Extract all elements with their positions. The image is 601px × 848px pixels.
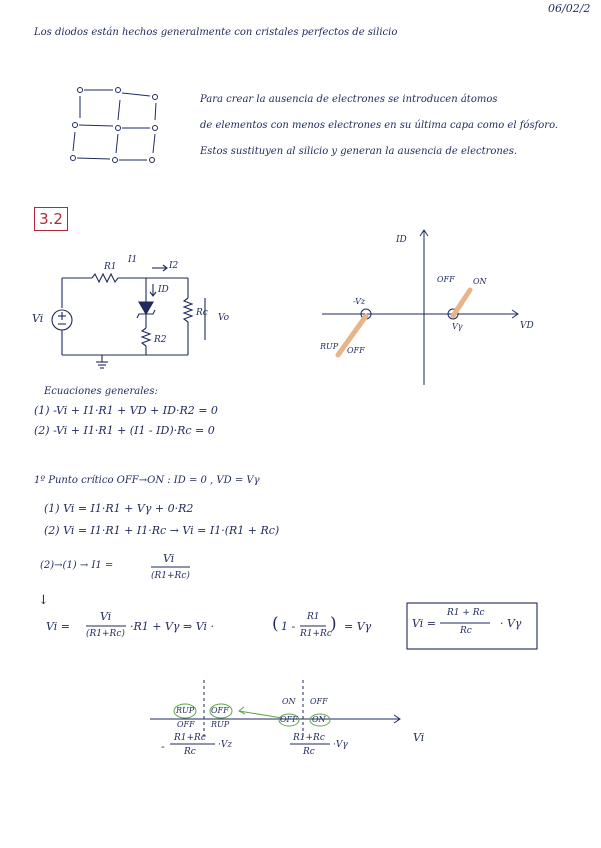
silicon-lattice-diagram xyxy=(71,88,158,163)
state-highlights xyxy=(174,704,330,726)
circuit-i2-label: I2 xyxy=(169,261,179,271)
critical-step-num: Vi xyxy=(163,552,175,565)
circuit-source-label: Vi xyxy=(32,312,44,325)
zener-diode-icon xyxy=(139,302,153,314)
circuit-i1-label: I1 xyxy=(128,255,138,265)
result-num: R1 + Rc xyxy=(447,608,485,618)
lattice-note-line2: de elementos con menos electrones en su última capa como el fósforo. xyxy=(200,120,559,131)
critical-step: (2)→(1) → I1 = xyxy=(40,560,114,571)
section-number: 3.2 xyxy=(34,207,68,231)
intro-text: Los diodos están hechos generalmente con cristales perfectos de silicio xyxy=(34,27,398,38)
resistor-r1 xyxy=(92,274,118,282)
result-lhs: Vi = xyxy=(412,617,436,630)
r1-den: R1+Rc xyxy=(300,629,332,639)
paren-right: ) xyxy=(330,614,337,634)
one-minus: 1 - xyxy=(281,620,296,633)
lattice-note-line3: Estos sustituyen al silicio y generan la ausencia de electrones. xyxy=(200,146,518,157)
equations-title: Ecuaciones generales: xyxy=(44,386,158,397)
critical-step-den: (R1+Rc) xyxy=(151,571,190,581)
right-threshold-num: R1+Rc xyxy=(293,733,325,743)
left-threshold-suffix: ·Vz xyxy=(218,740,233,750)
critical-eq-1: (1) Vi = I1·R1 + Vγ + 0·R2 xyxy=(44,502,194,515)
vi-num: Vi xyxy=(100,610,112,623)
number-line-axis-label: Vi xyxy=(413,731,425,744)
equals-vgamma: = Vγ xyxy=(344,620,372,633)
equation-2: (2) -Vi + I1·R1 + (I1 - ID)·Rc = 0 xyxy=(34,424,215,437)
plot-vgamma-label: Vγ xyxy=(452,322,463,331)
vi-lhs: Vi = xyxy=(46,620,70,633)
plot-rup-label: RUP xyxy=(320,342,339,351)
plot-y-axis-label: ID xyxy=(396,235,407,245)
circuit-diagram xyxy=(52,262,205,368)
vi-mid: ·R1 + Vγ ⇒ Vi · xyxy=(130,620,214,633)
circuit-r1-label: R1 xyxy=(104,262,117,272)
right-threshold-den: Rc xyxy=(303,747,315,757)
state-off-top: OFF xyxy=(310,697,328,706)
critical-eq-2: (2) Vi = I1·R1 + I1·Rc → Vi = I1·(R1 + Rc) xyxy=(44,524,280,537)
paren-left: ( xyxy=(272,614,279,634)
plot-vz-label: -Vz xyxy=(353,297,366,306)
r1-num: R1 xyxy=(307,612,320,622)
circuit-r2-label: R2 xyxy=(154,335,167,345)
derivation-arrow: ↓ xyxy=(38,593,49,608)
lattice-note-line1: Para crear la ausencia de electrones se introducen átomos xyxy=(200,94,498,105)
page-date: 06/02/2 xyxy=(548,2,591,15)
plot-off-bottom-label: OFF xyxy=(347,346,365,355)
state-on-3: ON xyxy=(312,715,326,724)
result-den: Rc xyxy=(460,626,472,636)
plot-x-axis-label: VD xyxy=(520,321,534,331)
state-off-1: OFF xyxy=(177,720,195,729)
result-rhs: · Vγ xyxy=(500,617,522,630)
state-on-top: ON xyxy=(282,697,296,706)
state-rup-1: RUP xyxy=(176,706,195,715)
diode-characteristic-plot xyxy=(322,230,518,385)
equation-1: (1) -Vi + I1·R1 + VD + ID·R2 = 0 xyxy=(34,404,218,417)
vi-den: (R1+Rc) xyxy=(86,629,125,639)
circuit-id-label: ID xyxy=(158,285,169,295)
left-threshold-num: R1+Rc xyxy=(174,733,206,743)
circuit-vo-label: Vo xyxy=(218,313,230,323)
left-threshold-den: Rc xyxy=(184,747,196,757)
left-threshold-minus: - xyxy=(161,740,165,753)
plot-on-label: ON xyxy=(473,277,487,286)
plot-off-label: OFF xyxy=(437,275,455,284)
critical-point-title: 1º Punto crítico OFF→ON : ID = 0 , VD = Vγ xyxy=(34,475,260,486)
right-threshold-suffix: ·Vγ xyxy=(333,740,348,750)
resistor-r2 xyxy=(142,328,150,346)
state-off-3: OFF xyxy=(280,715,298,724)
state-rup-2: RUP xyxy=(211,720,230,729)
resistor-rc xyxy=(184,298,192,322)
state-off-2: OFF xyxy=(211,706,229,715)
circuit-rc-label: Rc xyxy=(196,308,208,318)
